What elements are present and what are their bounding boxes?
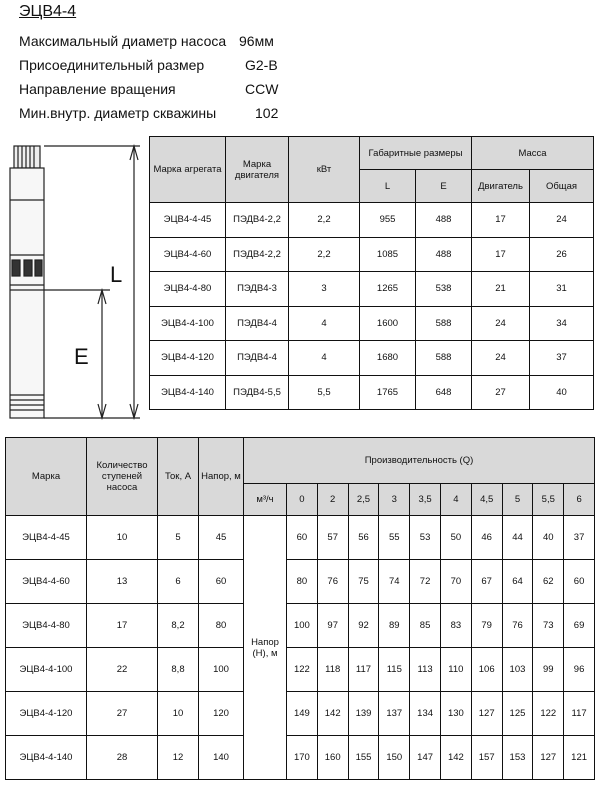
table-cell-value: 117 bbox=[564, 692, 595, 736]
table-cell-value: 157 bbox=[471, 736, 502, 780]
performance-table bbox=[5, 437, 595, 780]
table-cell-value: 73 bbox=[533, 604, 564, 648]
header-mass: Масса bbox=[472, 137, 594, 170]
table-cell-value: 155 bbox=[348, 736, 379, 780]
table-cell: ЭЦВ4-4-45 bbox=[150, 203, 226, 238]
table-cell-value: 153 bbox=[502, 736, 533, 780]
table-cell-value: 85 bbox=[410, 604, 441, 648]
table-cell-current: 12 bbox=[158, 736, 199, 780]
table-cell-value: 89 bbox=[379, 604, 410, 648]
table-cell: 488 bbox=[416, 203, 472, 238]
table-cell-value: 160 bbox=[317, 736, 348, 780]
table-cell-stages: 13 bbox=[87, 560, 158, 604]
header-flow-value: 3,5 bbox=[410, 484, 441, 516]
table-cell-current: 5 bbox=[158, 516, 199, 560]
spec-value: CCW bbox=[245, 81, 279, 97]
table-cell-stages: 27 bbox=[87, 692, 158, 736]
table-cell-value: 76 bbox=[317, 560, 348, 604]
table-cell: 24 bbox=[472, 341, 530, 376]
table-row bbox=[150, 341, 594, 376]
table-cell-value: 97 bbox=[317, 604, 348, 648]
table-cell-value: 106 bbox=[471, 648, 502, 692]
header-flow-value: 5,5 bbox=[533, 484, 564, 516]
table-cell-value: 125 bbox=[502, 692, 533, 736]
header-mass-engine: Двигатель bbox=[472, 170, 530, 203]
header-E: E bbox=[416, 170, 472, 203]
table-cell-value: 74 bbox=[379, 560, 410, 604]
table-cell-value: 139 bbox=[348, 692, 379, 736]
table-cell-stages: 28 bbox=[87, 736, 158, 780]
table-cell: 24 bbox=[472, 306, 530, 341]
table-cell: ЭЦВ4-4-80 bbox=[150, 272, 226, 307]
table-cell-value: 50 bbox=[440, 516, 471, 560]
table-cell-value: 96 bbox=[564, 648, 595, 692]
table-cell-head: 100 bbox=[199, 648, 244, 692]
table-cell-value: 72 bbox=[410, 560, 441, 604]
table-cell: 1765 bbox=[360, 375, 416, 410]
table-cell-value: 99 bbox=[533, 648, 564, 692]
table-cell-value: 56 bbox=[348, 516, 379, 560]
header-stages: Количество ступеней насоса bbox=[87, 438, 158, 516]
table-cell-head: 120 bbox=[199, 692, 244, 736]
table-cell: 588 bbox=[416, 306, 472, 341]
table-cell-current: 8,2 bbox=[158, 604, 199, 648]
header-unit: Марка агрегата bbox=[150, 137, 226, 203]
table-cell-value: 76 bbox=[502, 604, 533, 648]
table-cell: 1600 bbox=[360, 306, 416, 341]
header-kw: кВт bbox=[289, 137, 360, 203]
table-cell-model: ЭЦВ4-4-100 bbox=[6, 648, 87, 692]
table-cell: 1265 bbox=[360, 272, 416, 307]
table-cell: 27 bbox=[472, 375, 530, 410]
table-cell: ПЭДВ4-4 bbox=[226, 341, 289, 376]
spec-row bbox=[19, 33, 274, 49]
table-row bbox=[150, 375, 594, 410]
table-row bbox=[6, 560, 595, 604]
header-model: Марка bbox=[6, 438, 87, 516]
header-flow-value: 2,5 bbox=[348, 484, 379, 516]
table-row bbox=[6, 648, 595, 692]
header-engine: Марка двигателя bbox=[226, 137, 289, 203]
table-cell: 21 bbox=[472, 272, 530, 307]
table-cell-stages: 10 bbox=[87, 516, 158, 560]
table-cell-value: 122 bbox=[533, 692, 564, 736]
table-cell-value: 110 bbox=[440, 648, 471, 692]
table-cell-value: 64 bbox=[502, 560, 533, 604]
table-cell-current: 6 bbox=[158, 560, 199, 604]
table-cell-value: 57 bbox=[317, 516, 348, 560]
table-cell: 4 bbox=[289, 341, 360, 376]
header-flow-value: 0 bbox=[287, 484, 318, 516]
table-cell: 648 bbox=[416, 375, 472, 410]
table-cell-value: 149 bbox=[287, 692, 318, 736]
table-cell: 2,2 bbox=[289, 237, 360, 272]
table-cell-value: 100 bbox=[287, 604, 318, 648]
table-cell-value: 118 bbox=[317, 648, 348, 692]
table-cell: ЭЦВ4-4-140 bbox=[150, 375, 226, 410]
table-cell-model: ЭЦВ4-4-140 bbox=[6, 736, 87, 780]
table-cell-value: 79 bbox=[471, 604, 502, 648]
table-cell: 17 bbox=[472, 203, 530, 238]
spec-label: Направление вращения bbox=[19, 81, 176, 97]
header-performance: Производительность (Q) bbox=[244, 438, 595, 484]
table-cell-value: 103 bbox=[502, 648, 533, 692]
header-mass-total: Общая bbox=[530, 170, 594, 203]
table-cell: 34 bbox=[530, 306, 594, 341]
table-cell-value: 121 bbox=[564, 736, 595, 780]
table-cell-value: 113 bbox=[410, 648, 441, 692]
table-cell: ПЭДВ4-2,2 bbox=[226, 203, 289, 238]
table-cell: ЭЦВ4-4-100 bbox=[150, 306, 226, 341]
spec-label: Мин.внутр. диаметр скважины bbox=[19, 105, 217, 121]
table-cell-head: 45 bbox=[199, 516, 244, 560]
table-cell: 955 bbox=[360, 203, 416, 238]
spec-label: Максимальный диаметр насоса bbox=[19, 33, 227, 49]
table-cell: 5,5 bbox=[289, 375, 360, 410]
header-head: Напор, м bbox=[199, 438, 244, 516]
table-cell: ПЭДВ4-3 bbox=[226, 272, 289, 307]
table-cell: ЭЦВ4-4-60 bbox=[150, 237, 226, 272]
table-cell-value: 60 bbox=[564, 560, 595, 604]
table-cell-value: 150 bbox=[379, 736, 410, 780]
table-cell: ЭЦВ4-4-120 bbox=[150, 341, 226, 376]
table-row bbox=[150, 203, 594, 238]
table-cell-value: 44 bbox=[502, 516, 533, 560]
table-cell: 2,2 bbox=[289, 203, 360, 238]
table-cell: 1680 bbox=[360, 341, 416, 376]
table-cell: 26 bbox=[530, 237, 594, 272]
table-cell: 1085 bbox=[360, 237, 416, 272]
table-cell-head: 60 bbox=[199, 560, 244, 604]
table-cell-stages: 17 bbox=[87, 604, 158, 648]
table-cell-value: 122 bbox=[287, 648, 318, 692]
table-cell-value: 115 bbox=[379, 648, 410, 692]
table-cell: 17 bbox=[472, 237, 530, 272]
table-cell-value: 37 bbox=[564, 516, 595, 560]
table-cell-value: 92 bbox=[348, 604, 379, 648]
spec-row bbox=[19, 81, 279, 97]
dimensions-table-body bbox=[150, 203, 594, 410]
table-cell-value: 75 bbox=[348, 560, 379, 604]
table-cell-value: 62 bbox=[533, 560, 564, 604]
table-cell-value: 147 bbox=[410, 736, 441, 780]
table-row bbox=[6, 516, 595, 560]
table-cell-value: 142 bbox=[317, 692, 348, 736]
table-cell-head: 140 bbox=[199, 736, 244, 780]
table-cell-value: 69 bbox=[564, 604, 595, 648]
table-cell-model: ЭЦВ4-4-80 bbox=[6, 604, 87, 648]
table-cell-value: 130 bbox=[440, 692, 471, 736]
header-dims: Габаритные размеры bbox=[360, 137, 472, 170]
table-cell-value: 127 bbox=[471, 692, 502, 736]
table-cell-value: 70 bbox=[440, 560, 471, 604]
table-row bbox=[150, 237, 594, 272]
table-cell: 488 bbox=[416, 237, 472, 272]
header-flow-value: 4,5 bbox=[471, 484, 502, 516]
head-label-cell: Напор (Н), м bbox=[244, 516, 287, 780]
table-cell-value: 60 bbox=[287, 516, 318, 560]
spec-value: 102 bbox=[255, 105, 279, 121]
table-cell-model: ЭЦВ4-4-45 bbox=[6, 516, 87, 560]
table-cell: 3 bbox=[289, 272, 360, 307]
table-cell-model: ЭЦВ4-4-60 bbox=[6, 560, 87, 604]
table-cell: ПЭДВ4-2,2 bbox=[226, 237, 289, 272]
header-L: L bbox=[360, 170, 416, 203]
table-cell: 31 bbox=[530, 272, 594, 307]
table-row bbox=[6, 604, 595, 648]
dimension-label-L: L bbox=[110, 262, 123, 287]
table-cell-value: 46 bbox=[471, 516, 502, 560]
header-flow-value: 2 bbox=[317, 484, 348, 516]
dimensions-table bbox=[149, 136, 594, 410]
table-cell: 538 bbox=[416, 272, 472, 307]
table-cell: 4 bbox=[289, 306, 360, 341]
table-cell-value: 170 bbox=[287, 736, 318, 780]
table-cell-value: 67 bbox=[471, 560, 502, 604]
table-cell: 24 bbox=[530, 203, 594, 238]
table-cell-value: 137 bbox=[379, 692, 410, 736]
table-cell-current: 10 bbox=[158, 692, 199, 736]
table-row bbox=[150, 272, 594, 307]
table-cell: 37 bbox=[530, 341, 594, 376]
spec-label: Присоединительный размер bbox=[19, 57, 205, 73]
table-row bbox=[6, 692, 595, 736]
table-cell: 40 bbox=[530, 375, 594, 410]
table-cell-value: 127 bbox=[533, 736, 564, 780]
dimension-label-E: E bbox=[74, 344, 89, 369]
spec-row bbox=[19, 57, 278, 73]
pump-diagram bbox=[0, 140, 148, 430]
table-cell-value: 117 bbox=[348, 648, 379, 692]
page-title: ЭЦВ4-4 bbox=[19, 3, 77, 20]
table-cell-value: 134 bbox=[410, 692, 441, 736]
spec-value: G2-B bbox=[245, 57, 278, 73]
table-cell-head: 80 bbox=[199, 604, 244, 648]
table-cell-stages: 22 bbox=[87, 648, 158, 692]
table-cell-value: 40 bbox=[533, 516, 564, 560]
table-cell: ПЭДВ4-4 bbox=[226, 306, 289, 341]
table-cell-current: 8,8 bbox=[158, 648, 199, 692]
table-cell-value: 80 bbox=[287, 560, 318, 604]
table-cell-value: 142 bbox=[440, 736, 471, 780]
spec-value: 96мм bbox=[239, 33, 274, 49]
table-cell-value: 55 bbox=[379, 516, 410, 560]
table-cell-value: 53 bbox=[410, 516, 441, 560]
table-cell: 588 bbox=[416, 341, 472, 376]
header-flow-value: 3 bbox=[379, 484, 410, 516]
table-row bbox=[6, 736, 595, 780]
table-cell: ПЭДВ4-5,5 bbox=[226, 375, 289, 410]
header-flow-value: 4 bbox=[440, 484, 471, 516]
header-flow-value: 5 bbox=[502, 484, 533, 516]
table-row bbox=[150, 306, 594, 341]
table-cell-value: 83 bbox=[440, 604, 471, 648]
header-current: Ток, А bbox=[158, 438, 199, 516]
header-flow-unit: м³/ч bbox=[244, 484, 287, 516]
table-cell-model: ЭЦВ4-4-120 bbox=[6, 692, 87, 736]
header-flow-value: 6 bbox=[564, 484, 595, 516]
spec-row bbox=[19, 105, 279, 121]
performance-table-body bbox=[6, 516, 595, 780]
